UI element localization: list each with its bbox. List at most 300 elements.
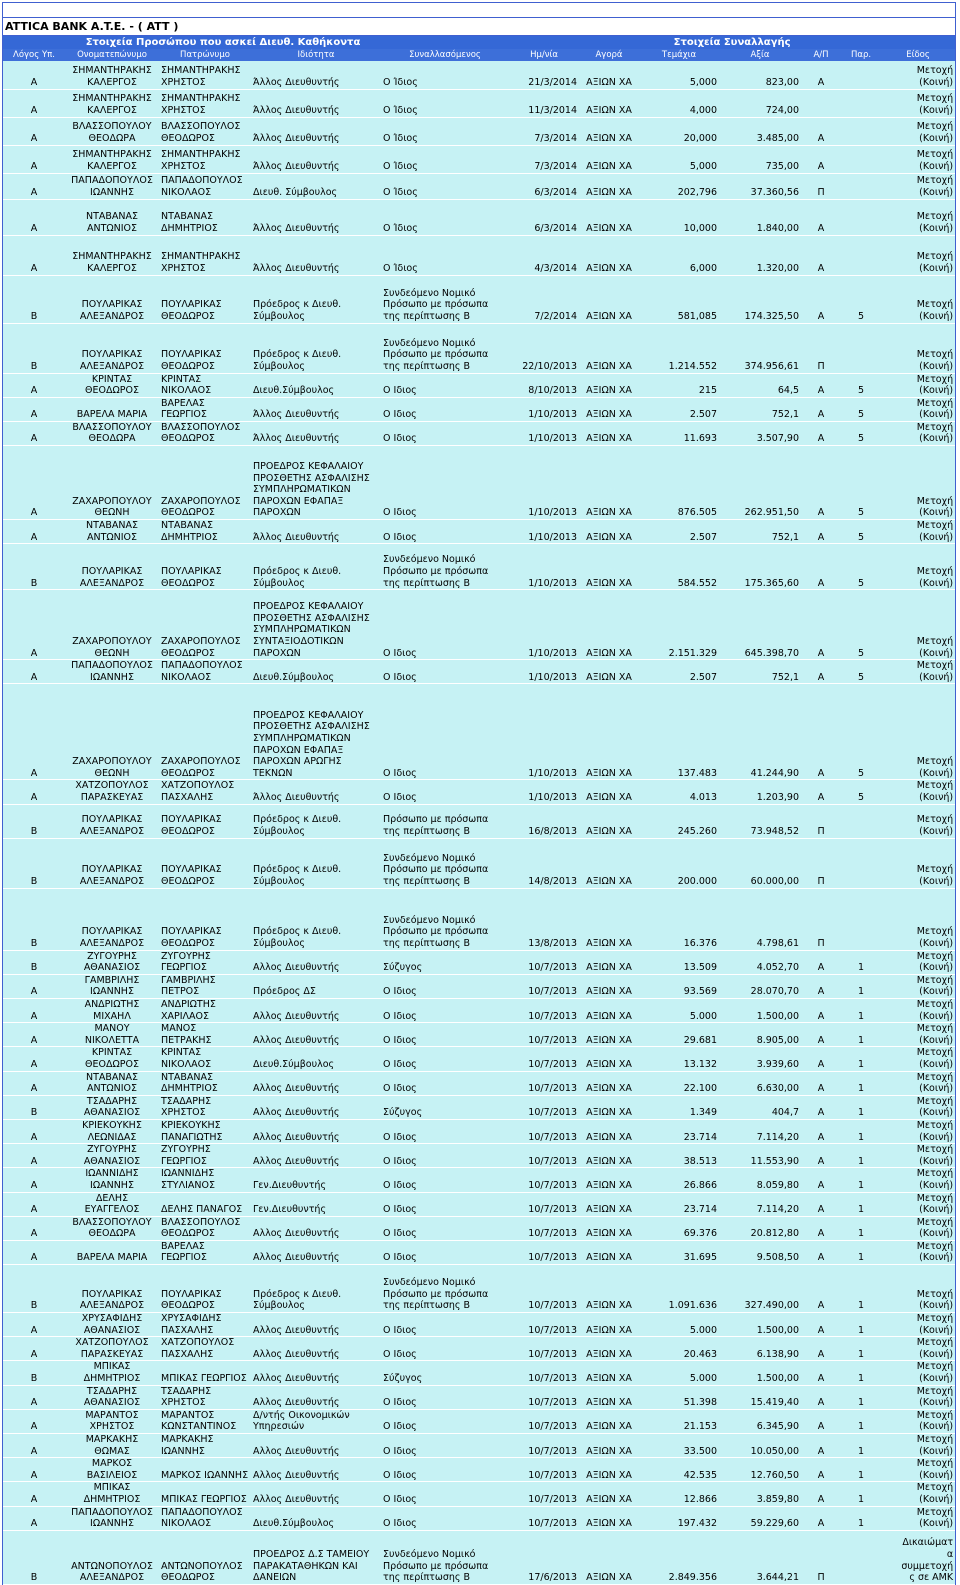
cell-par: 1 <box>841 1506 881 1530</box>
cell-ap: Α <box>801 397 841 421</box>
cell-value: 9.508,50 <box>719 1240 801 1264</box>
cell-logos: A <box>3 999 65 1023</box>
cell-date: 1/10/2013 <box>509 684 579 780</box>
cell-synallasomenos: Ο Ιδιος <box>381 1506 509 1530</box>
cell-idiotita: Πρόεδρος κ Διευθ. Σύμβουλος <box>251 544 381 590</box>
cell-eidos: Μετοχή (Κοινή) <box>881 1168 955 1192</box>
cell-name: ΧΑΤΖΟΠΟΥΛΟΣ ΠΑΡΑΣΚΕΥΑΣ <box>65 780 159 804</box>
table-row <box>3 1168 955 1192</box>
cell-idiotita: Άλλος Διευθυντής <box>251 421 381 445</box>
table-row <box>3 1458 955 1482</box>
table-row <box>3 999 955 1023</box>
cell-value: 6.630,00 <box>719 1071 801 1095</box>
cell-idiotita: Αλλος Διευθυντής <box>251 950 381 974</box>
cell-idiotita: ΠΡΟΕΔΡΟΣ ΚΕΦΑΛΑΙΟΥ ΠΡΟΣΘΕΤΗΣ ΑΣΦΑΛΙΣΗΣ ΣΥΜΠΛΗΡΩΜΑΤΙΚΩΝ ΣΥΝΤΑΞΙΟΔΟΤΙΚΩΝ ΠΑΡΟΧΩΝ <box>251 590 381 660</box>
cell-ap: Α <box>801 1458 841 1482</box>
table-row <box>3 275 955 323</box>
cell-date: 14/8/2013 <box>509 838 579 888</box>
cell-quantity: 33.500 <box>639 1434 719 1458</box>
cell-par: 1 <box>841 1337 881 1361</box>
cell-idiotita: Άλλος Διευθυντής <box>251 397 381 421</box>
col-header-logos: Λόγος Υπ. <box>3 49 65 61</box>
cell-market: ΑΞΙΩΝ ΧΑ <box>579 1071 639 1095</box>
cell-logos: A <box>3 780 65 804</box>
cell-name: ΒΑΡΕΛΑ ΜΑΡΙΑ <box>65 397 159 421</box>
cell-eidos: Μετοχή (Κοινή) <box>881 1458 955 1482</box>
cell-par: 1 <box>841 1047 881 1071</box>
cell-date: 1/10/2013 <box>509 544 579 590</box>
cell-name: ΖΑΧΑΡΟΠΟΥΛΟΥ ΘΕΩΝΗ <box>65 590 159 660</box>
cell-idiotita: Γεν.Διευθυντής <box>251 1168 381 1192</box>
cell-ap: Α <box>801 1313 841 1337</box>
cell-market: ΑΞΙΩΝ ΧΑ <box>579 117 639 145</box>
cell-eidos: Μετοχή (Κοινή) <box>881 1337 955 1361</box>
cell-logos: B <box>3 950 65 974</box>
cell-quantity: 137.483 <box>639 684 719 780</box>
cell-idiotita: Αλλος Διευθυντής <box>251 1385 381 1409</box>
col-header-market: Αγορά <box>579 49 639 61</box>
table-row <box>3 1506 955 1530</box>
cell-value: 262.951,50 <box>719 446 801 520</box>
cell-quantity: 5.000 <box>639 999 719 1023</box>
cell-value: 28.070,70 <box>719 974 801 998</box>
cell-ap: Α <box>801 1119 841 1143</box>
cell-logos: A <box>3 1313 65 1337</box>
cell-synallasomenos: Ο Ιδιος <box>381 1168 509 1192</box>
cell-ap: Α <box>801 145 841 173</box>
cell-patronymic: ΠΑΠΑΔΟΠΟΥΛΟΣ ΝΙΚΟΛΑΟΣ <box>159 660 251 684</box>
cell-name: ΒΛΑΣΣΟΠΟΥΛΟΥ ΘΕΟΔΩΡΑ <box>65 1216 159 1240</box>
cell-logos: B <box>3 275 65 323</box>
cell-synallasomenos: Ο Ιδιος <box>381 684 509 780</box>
cell-par: 1 <box>841 999 881 1023</box>
cell-name: ΝΤΑΒΑΝΑΣ ΑΝΤΩΝΙΟΣ <box>65 199 159 235</box>
cell-eidos: Μετοχή (Κοινή) <box>881 1240 955 1264</box>
cell-idiotita: Άλλος Διευθυντής <box>251 145 381 173</box>
cell-ap: Α <box>801 1192 841 1216</box>
cell-eidos: Μετοχή (Κοινή) <box>881 373 955 397</box>
cell-synallasomenos: Ο Ίδιος <box>381 145 509 173</box>
cell-par: 5 <box>841 660 881 684</box>
cell-idiotita: Πρόεδρος ΔΣ <box>251 974 381 998</box>
cell-patronymic: ΒΛΑΣΣΟΠΟΥΛΟΣ ΘΕΟΔΩΡΟΣ <box>159 421 251 445</box>
cell-value: 1.840,00 <box>719 199 801 235</box>
cell-quantity: 69.376 <box>639 1216 719 1240</box>
cell-quantity: 2.507 <box>639 520 719 544</box>
cell-patronymic: ΠΑΠΑΔΟΠΟΥΛΟΣ ΝΙΚΟΛΑΟΣ <box>159 1506 251 1530</box>
cell-logos: A <box>3 1385 65 1409</box>
cell-synallasomenos: Ο Ιδιος <box>381 1240 509 1264</box>
cell-quantity: 1.214.552 <box>639 323 719 373</box>
cell-synallasomenos: Ο Ιδιος <box>381 1385 509 1409</box>
cell-par <box>841 235 881 275</box>
cell-date: 10/7/2013 <box>509 1047 579 1071</box>
cell-synallasomenos: Σύζυγος <box>381 1361 509 1385</box>
cell-synallasomenos: Συνδεόμενο Νομικό Πρόσωπο με πρόσωπα της περίπτωσης Β <box>381 1265 509 1313</box>
cell-idiotita: Άλλος Διευθυντής <box>251 235 381 275</box>
cell-quantity: 23.714 <box>639 1192 719 1216</box>
cell-ap: Α <box>801 974 841 998</box>
cell-name: ΜΠΙΚΑΣ ΔΗΜΗΤΡΙΟΣ <box>65 1482 159 1506</box>
cell-par: 5 <box>841 520 881 544</box>
cell-value: 1.320,00 <box>719 235 801 275</box>
table-row <box>3 89 955 117</box>
cell-synallasomenos: Ο Ιδιος <box>381 446 509 520</box>
cell-market: ΑΞΙΩΝ ΧΑ <box>579 1265 639 1313</box>
cell-date: 10/7/2013 <box>509 1482 579 1506</box>
cell-synallasomenos: Πρόσωπο με πρόσωπα της περίπτωσης Β <box>381 804 509 838</box>
bank-title: ATTICA BANK A.T.E. - ( ATT ) <box>3 18 955 36</box>
table-row <box>3 1385 955 1409</box>
cell-idiotita: Αλλος Διευθυντής <box>251 1434 381 1458</box>
cell-idiotita: Αλλος Διευθυντής <box>251 1119 381 1143</box>
cell-eidos: Μετοχή (Κοινή) <box>881 323 955 373</box>
table-row <box>3 1192 955 1216</box>
cell-synallasomenos: Ο Ίδιος <box>381 173 509 199</box>
cell-idiotita: Αλλος Διευθυντής <box>251 999 381 1023</box>
cell-market: ΑΞΙΩΝ ΧΑ <box>579 275 639 323</box>
cell-value: 8.059,80 <box>719 1168 801 1192</box>
cell-value: 15.419,40 <box>719 1385 801 1409</box>
cell-eidos: Μετοχή (Κοινή) <box>881 660 955 684</box>
cell-ap: Α <box>801 61 841 89</box>
cell-date: 10/7/2013 <box>509 1313 579 1337</box>
cell-patronymic: ΜΠΙΚΑΣ ΓΕΩΡΓΙΟΣ <box>159 1482 251 1506</box>
cell-date: 17/6/2013 <box>509 1530 579 1584</box>
cell-name: ΒΛΑΣΣΟΠΟΥΛΟΥ ΘΕΟΔΩΡΑ <box>65 421 159 445</box>
cell-ap: Α <box>801 1047 841 1071</box>
cell-ap: Α <box>801 1216 841 1240</box>
cell-idiotita: Αλλος Διευθυντής <box>251 1458 381 1482</box>
cell-market: ΑΞΙΩΝ ΧΑ <box>579 1168 639 1192</box>
cell-ap: Α <box>801 275 841 323</box>
cell-eidos: Μετοχή (Κοινή) <box>881 974 955 998</box>
cell-idiotita: Αλλος Διευθυντής <box>251 1144 381 1168</box>
cell-date: 10/7/2013 <box>509 1458 579 1482</box>
cell-logos: A <box>3 684 65 780</box>
cell-patronymic: ΧΑΤΖΟΠΟΥΛΟΣ ΠΑΣΧΑΛΗΣ <box>159 1337 251 1361</box>
cell-ap: Α <box>801 1265 841 1313</box>
cell-quantity: 31.695 <box>639 1240 719 1264</box>
table-row <box>3 1361 955 1385</box>
cell-idiotita: Πρόεδρος κ Διευθ. Σύμβουλος <box>251 323 381 373</box>
cell-market: ΑΞΙΩΝ ΧΑ <box>579 1385 639 1409</box>
cell-eidos: Μετοχή (Κοινή) <box>881 235 955 275</box>
cell-logos: A <box>3 1047 65 1071</box>
cell-ap: Α <box>801 1409 841 1433</box>
cell-logos: A <box>3 1506 65 1530</box>
col-header-patronymic: Πατρώνυμο <box>159 49 251 61</box>
cell-market: ΑΞΙΩΝ ΧΑ <box>579 520 639 544</box>
cell-quantity: 20.463 <box>639 1337 719 1361</box>
cell-eidos: Μετοχή (Κοινή) <box>881 61 955 89</box>
cell-ap: Π <box>801 888 841 950</box>
cell-synallasomenos: Ο Ιδιος <box>381 590 509 660</box>
cell-par: 5 <box>841 275 881 323</box>
cell-idiotita: Αλλος Διευθυντής <box>251 1337 381 1361</box>
cell-par: 1 <box>841 974 881 998</box>
cell-name: ΠΟΥΛΑΡΙΚΑΣ ΑΛΕΞΑΝΔΡΟΣ <box>65 544 159 590</box>
top-blank-bar <box>3 3 955 18</box>
cell-idiotita: Αλλος Διευθυντής <box>251 1095 381 1119</box>
cell-logos: B <box>3 1361 65 1385</box>
cell-market: ΑΞΙΩΝ ΧΑ <box>579 888 639 950</box>
cell-eidos: Μετοχή (Κοινή) <box>881 1506 955 1530</box>
cell-market: ΑΞΙΩΝ ΧΑ <box>579 1119 639 1143</box>
cell-patronymic: ΠΟΥΛΑΡΙΚΑΣ ΘΕΟΔΩΡΟΣ <box>159 804 251 838</box>
cell-logos: A <box>3 1119 65 1143</box>
cell-name: ΣΗΜΑΝΤΗΡΑΚΗΣ ΚΑΛΕΡΓΟΣ <box>65 235 159 275</box>
cell-name: ΜΠΙΚΑΣ ΔΗΜΗΤΡΙΟΣ <box>65 1361 159 1385</box>
cell-logos: A <box>3 1216 65 1240</box>
cell-name: ΑΝΤΩΝΟΠΟΥΛΟΣ ΑΛΕΞΑΝΔΡΟΣ <box>65 1530 159 1584</box>
cell-value: 3.859,80 <box>719 1482 801 1506</box>
cell-eidos: Μετοχή (Κοινή) <box>881 1265 955 1313</box>
cell-name: ΠΑΠΑΔΟΠΟΥΛΟΣ ΙΩΑΝΝΗΣ <box>65 1506 159 1530</box>
cell-ap: Α <box>801 1434 841 1458</box>
cell-patronymic: ΧΡΥΣΑΦΙΔΗΣ ΠΑΣΧΑΛΗΣ <box>159 1313 251 1337</box>
cell-value: 7.114,20 <box>719 1119 801 1143</box>
cell-value: 37.360,56 <box>719 173 801 199</box>
cell-logos: A <box>3 421 65 445</box>
cell-patronymic: ΝΤΑΒΑΝΑΣ ΔΗΜΗΤΡΙΟΣ <box>159 199 251 235</box>
cell-date: 10/7/2013 <box>509 1095 579 1119</box>
cell-logos: A <box>3 1409 65 1433</box>
table-row <box>3 1434 955 1458</box>
cell-patronymic: ΣΗΜΑΝΤΗΡΑΚΗΣ ΧΡΗΣΤΟΣ <box>159 61 251 89</box>
table-row <box>3 173 955 199</box>
cell-name: ΠΑΠΑΔΟΠΟΥΛΟΣ ΙΩΑΝΝΗΣ <box>65 660 159 684</box>
cell-synallasomenos: Ο Ιδιος <box>381 1144 509 1168</box>
transactions-table <box>3 36 955 1585</box>
table-row <box>3 1144 955 1168</box>
cell-eidos: Μετοχή (Κοινή) <box>881 421 955 445</box>
cell-name: ΖΥΓΟΥΡΗΣ ΑΘΑΝΑΣΙΟΣ <box>65 950 159 974</box>
cell-value: 724,00 <box>719 89 801 117</box>
cell-market: ΑΞΙΩΝ ΧΑ <box>579 89 639 117</box>
cell-idiotita: Αλλος Διευθυντής <box>251 1313 381 1337</box>
cell-par: 5 <box>841 590 881 660</box>
cell-value: 20.812,80 <box>719 1216 801 1240</box>
cell-name: ΜΑΝΟΥ ΝΙΚΟΛΕΤΤΑ <box>65 1023 159 1047</box>
cell-date: 4/3/2014 <box>509 235 579 275</box>
cell-market: ΑΞΙΩΝ ΧΑ <box>579 1313 639 1337</box>
cell-date: 7/3/2014 <box>509 117 579 145</box>
cell-patronymic: ΜΑΡΚΟΣ ΙΩΑΝΝΗΣ <box>159 1458 251 1482</box>
cell-eidos: Μετοχή (Κοινή) <box>881 1482 955 1506</box>
cell-par: 5 <box>841 780 881 804</box>
cell-date: 1/10/2013 <box>509 421 579 445</box>
cell-date: 10/7/2013 <box>509 1385 579 1409</box>
cell-ap: Α <box>801 373 841 397</box>
cell-synallasomenos: Συνδεόμενο Νομικό Πρόσωπο με πρόσωπα της περίπτωσης Β <box>381 888 509 950</box>
cell-logos: A <box>3 1240 65 1264</box>
cell-logos: A <box>3 1482 65 1506</box>
cell-idiotita: ΠΡΟΕΔΡΟΣ Δ.Σ ΤΑΜΕΙΟΥ ΠΑΡΑΚΑΤΑΘΗΚΩΝ ΚΑΙ ΔΑΝΕΙΩΝ <box>251 1530 381 1584</box>
cell-idiotita: Πρόεδρος κ Διευθ. Σύμβουλος <box>251 275 381 323</box>
cell-ap: Α <box>801 1337 841 1361</box>
header-spacer <box>3 36 65 49</box>
cell-logos: A <box>3 145 65 173</box>
cell-eidos: Μετοχή (Κοινή) <box>881 950 955 974</box>
cell-logos: A <box>3 1144 65 1168</box>
cell-ap: Α <box>801 1361 841 1385</box>
table-row <box>3 974 955 998</box>
cell-quantity: 5.000 <box>639 1313 719 1337</box>
cell-eidos: Μετοχή (Κοινή) <box>881 1119 955 1143</box>
cell-market: ΑΞΙΩΝ ΧΑ <box>579 544 639 590</box>
cell-market: ΑΞΙΩΝ ΧΑ <box>579 145 639 173</box>
cell-idiotita: Διευθ.Σύμβουλος <box>251 1506 381 1530</box>
cell-date: 1/10/2013 <box>509 520 579 544</box>
cell-date: 10/7/2013 <box>509 1240 579 1264</box>
cell-synallasomenos: Ο Ιδιος <box>381 1409 509 1433</box>
cell-synallasomenos: Ο Ίδιος <box>381 89 509 117</box>
cell-market: ΑΞΙΩΝ ΧΑ <box>579 804 639 838</box>
cell-market: ΑΞΙΩΝ ΧΑ <box>579 61 639 89</box>
cell-market: ΑΞΙΩΝ ΧΑ <box>579 1530 639 1584</box>
cell-value: 3.644,21 <box>719 1530 801 1584</box>
cell-value: 645.398,70 <box>719 590 801 660</box>
cell-par: 1 <box>841 1458 881 1482</box>
cell-patronymic: ΝΤΑΒΑΝΑΣ ΔΗΜΗΤΡΙΟΣ <box>159 520 251 544</box>
cell-name: ΠΟΥΛΑΡΙΚΑΣ ΑΛΕΞΑΝΔΡΟΣ <box>65 323 159 373</box>
cell-idiotita: Δ/ντής Οικονομικών Υπηρεσιών <box>251 1409 381 1433</box>
cell-date: 10/7/2013 <box>509 999 579 1023</box>
cell-logos: B <box>3 1265 65 1313</box>
cell-idiotita: Άλλος Διευθυντής <box>251 780 381 804</box>
cell-patronymic: ΓΑΜΒΡΙΛΗΣ ΠΕΤΡΟΣ <box>159 974 251 998</box>
cell-value: 7.114,20 <box>719 1192 801 1216</box>
cell-value: 1.500,00 <box>719 999 801 1023</box>
cell-idiotita: Άλλος Διευθυντής <box>251 199 381 235</box>
cell-name: ΧΑΤΖΟΠΟΥΛΟΣ ΠΑΡΑΣΚΕΥΑΣ <box>65 1337 159 1361</box>
col-header-eidos: Είδος <box>881 49 955 61</box>
cell-ap: Α <box>801 1095 841 1119</box>
cell-par: 1 <box>841 1095 881 1119</box>
table-row <box>3 145 955 173</box>
cell-ap: Π <box>801 173 841 199</box>
cell-market: ΑΞΙΩΝ ΧΑ <box>579 974 639 998</box>
cell-idiotita: ΠΡΟΕΔΡΟΣ ΚΕΦΑΛΑΙΟΥ ΠΡΟΣΘΕΤΗΣ ΑΣΦΑΛΙΣΗΣ ΣΥΜΠΛΗΡΩΜΑΤΙΚΩΝ ΠΑΡΟΧΩΝ ΕΦΑΠΑΞ ΠΑΡΟΧΩΝ ΑΡΩΓΗΣ ΤΕΚΝΩΝ <box>251 684 381 780</box>
cell-market: ΑΞΙΩΝ ΧΑ <box>579 950 639 974</box>
cell-quantity: 38.513 <box>639 1144 719 1168</box>
cell-idiotita: Πρόεδρος κ Διευθ. Σύμβουλος <box>251 804 381 838</box>
cell-patronymic: ΤΣΑΔΑΡΗΣ ΧΡΗΣΤΟΣ <box>159 1385 251 1409</box>
cell-idiotita: Διευθ. Σύμβουλος <box>251 173 381 199</box>
cell-market: ΑΞΙΩΝ ΧΑ <box>579 1095 639 1119</box>
cell-eidos: Μετοχή (Κοινή) <box>881 1071 955 1095</box>
cell-par <box>841 145 881 173</box>
cell-logos: A <box>3 590 65 660</box>
cell-eidos: Μετοχή (Κοινή) <box>881 1434 955 1458</box>
cell-market: ΑΞΙΩΝ ΧΑ <box>579 1506 639 1530</box>
cell-logos: B <box>3 804 65 838</box>
cell-ap: Α <box>801 199 841 235</box>
cell-logos: B <box>3 1095 65 1119</box>
cell-par: 5 <box>841 544 881 590</box>
cell-value: 735,00 <box>719 145 801 173</box>
cell-quantity: 20,000 <box>639 117 719 145</box>
table-row <box>3 1313 955 1337</box>
cell-patronymic: ΜΑΡΑΝΤΟΣ ΚΩΝΣΤΑΝΤΙΝΟΣ <box>159 1409 251 1433</box>
cell-value: 175.365,60 <box>719 544 801 590</box>
cell-synallasomenos: Ο Ίδιος <box>381 199 509 235</box>
table-row <box>3 950 955 974</box>
table-row <box>3 1240 955 1264</box>
cell-name: ΤΣΑΔΑΡΗΣ ΑΘΑΝΑΣΙΟΣ <box>65 1095 159 1119</box>
cell-name: ΠΟΥΛΑΡΙΚΑΣ ΑΛΕΞΑΝΔΡΟΣ <box>65 838 159 888</box>
cell-eidos: Μετοχή (Κοινή) <box>881 145 955 173</box>
cell-synallasomenos: Ο Ίδιος <box>381 235 509 275</box>
cell-idiotita: Αλλος Διευθυντής <box>251 1482 381 1506</box>
cell-date: 6/3/2014 <box>509 199 579 235</box>
cell-par: 5 <box>841 421 881 445</box>
col-header-ap: Α/Π <box>801 49 841 61</box>
cell-date: 8/10/2013 <box>509 373 579 397</box>
table-row <box>3 804 955 838</box>
cell-patronymic: ΑΝΔΡΙΩΤΗΣ ΧΑΡΙΛΑΟΣ <box>159 999 251 1023</box>
cell-eidos: Μετοχή (Κοινή) <box>881 1313 955 1337</box>
cell-idiotita: Άλλος Διευθυντής <box>251 117 381 145</box>
cell-market: ΑΞΙΩΝ ΧΑ <box>579 1361 639 1385</box>
cell-eidos: Μετοχή (Κοινή) <box>881 590 955 660</box>
cell-value: 8.905,00 <box>719 1023 801 1047</box>
cell-date: 1/10/2013 <box>509 446 579 520</box>
cell-date: 6/3/2014 <box>509 173 579 199</box>
cell-name: ΖΑΧΑΡΟΠΟΥΛΟΥ ΘΕΩΝΗ <box>65 684 159 780</box>
cell-name: ΜΑΡΚΑΚΗΣ ΘΩΜΑΣ <box>65 1434 159 1458</box>
cell-logos: A <box>3 235 65 275</box>
cell-patronymic: ΜΠΙΚΑΣ ΓΕΩΡΓΙΟΣ <box>159 1361 251 1385</box>
cell-market: ΑΞΙΩΝ ΧΑ <box>579 1216 639 1240</box>
cell-value: 10.050,00 <box>719 1434 801 1458</box>
col-header-par: Παρ. <box>841 49 881 61</box>
table-row <box>3 660 955 684</box>
cell-logos: A <box>3 1337 65 1361</box>
cell-synallasomenos: Ο Ιδιος <box>381 780 509 804</box>
cell-eidos: Μετοχή (Κοινή) <box>881 89 955 117</box>
cell-eidos: Μετοχή (Κοινή) <box>881 1409 955 1433</box>
cell-idiotita: Άλλος Διευθυντής <box>251 89 381 117</box>
cell-name: ΖΥΓΟΥΡΗΣ ΑΘΑΝΑΣΙΟΣ <box>65 1144 159 1168</box>
table-row <box>3 1337 955 1361</box>
cell-eidos: Μετοχή (Κοινή) <box>881 117 955 145</box>
cell-date: 10/7/2013 <box>509 1119 579 1143</box>
table-row <box>3 590 955 660</box>
cell-quantity: 13.132 <box>639 1047 719 1071</box>
cell-market: ΑΞΙΩΝ ΧΑ <box>579 1458 639 1482</box>
cell-market: ΑΞΙΩΝ ΧΑ <box>579 373 639 397</box>
cell-name: ΜΑΡΑΝΤΟΣ ΧΡΗΣΤΟΣ <box>65 1409 159 1433</box>
cell-value: 73.948,52 <box>719 804 801 838</box>
cell-synallasomenos: Ο Ιδιος <box>381 397 509 421</box>
cell-date: 10/7/2013 <box>509 1192 579 1216</box>
cell-par: 1 <box>841 1023 881 1047</box>
cell-logos: A <box>3 373 65 397</box>
cell-synallasomenos: Ο Ιδιος <box>381 1071 509 1095</box>
table-row <box>3 780 955 804</box>
cell-ap: Α <box>801 660 841 684</box>
cell-value: 64,5 <box>719 373 801 397</box>
header-group-person: Στοιχεία Προσώπου που ασκεί Διευθ. Καθήκοντα <box>65 36 381 49</box>
cell-ap: Α <box>801 1240 841 1264</box>
cell-market: ΑΞΙΩΝ ΧΑ <box>579 173 639 199</box>
header-group-transaction: Στοιχεία Συναλλαγής <box>509 36 955 49</box>
cell-synallasomenos: Συνδεόμενο Νομικό Πρόσωπο με πρόσωπα της περίπτωσης Β <box>381 838 509 888</box>
cell-patronymic: ΣΗΜΑΝΤΗΡΑΚΗΣ ΧΡΗΣΤΟΣ <box>159 89 251 117</box>
cell-name: ΑΝΔΡΙΩΤΗΣ ΜΙΧΑΗΛ <box>65 999 159 1023</box>
